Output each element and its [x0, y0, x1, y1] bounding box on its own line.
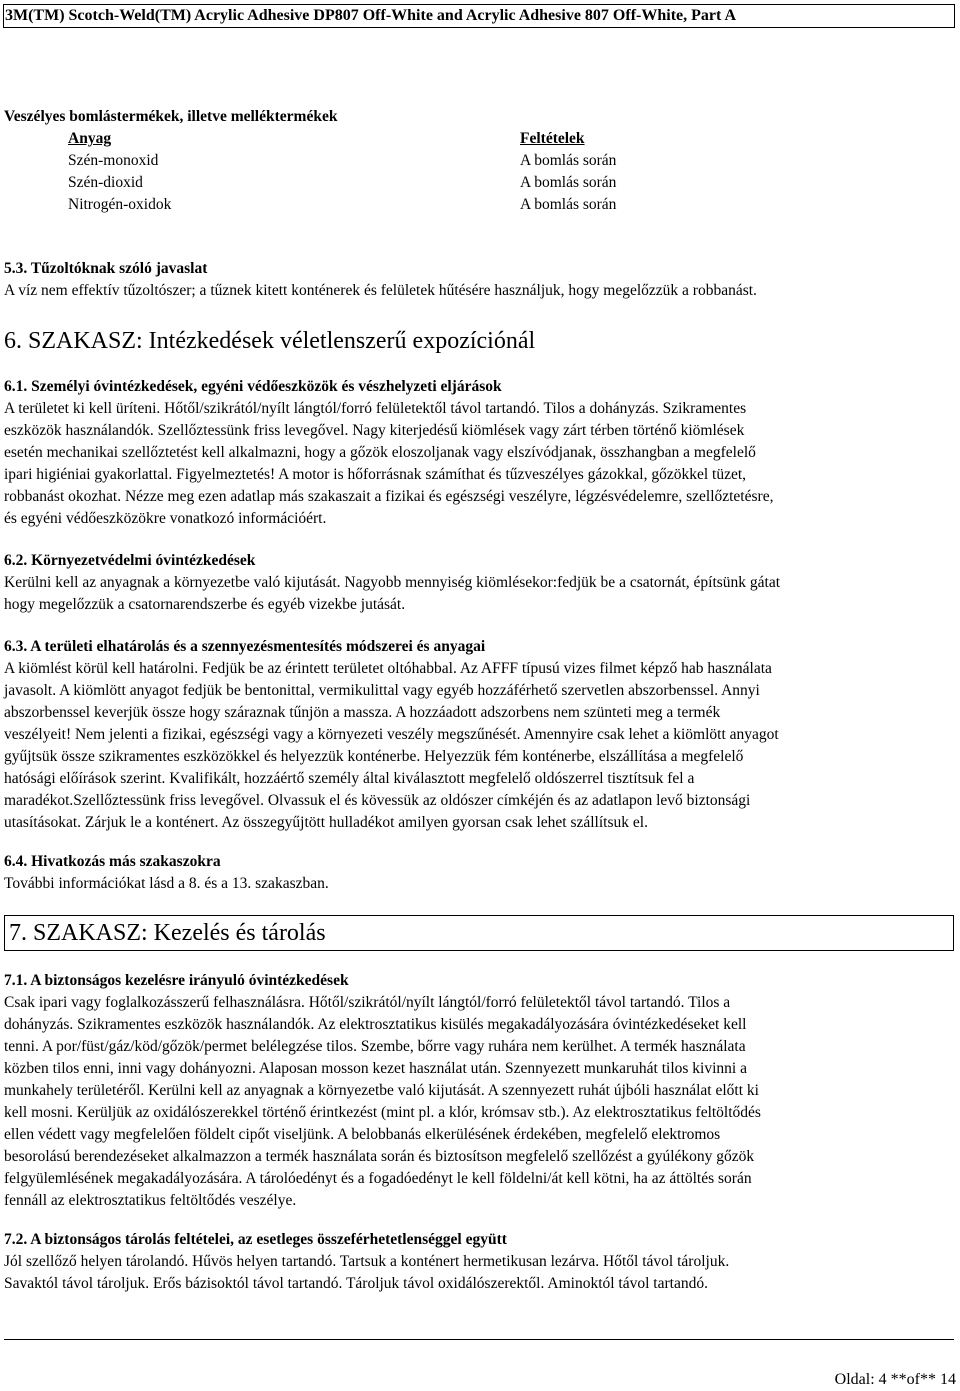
subsection-6-1-body: [4, 398, 952, 530]
subsection-6-4-text: További információkat lásd a 8. és a 13. szakaszban.: [4, 875, 329, 892]
subsection-6-3-title: 6.3. A területi elhatárolás és a szennyezésmentesítés módszerei és anyagai: [4, 638, 486, 655]
table-cell-condition: A bomlás során: [520, 196, 617, 213]
text-line: Jól szellőző helyen tárolandó. Hűvös helyen tartandó. Tartsuk a konténert hermetikusan lezárva. Hőtől távol tároljuk.: [4, 1253, 730, 1270]
subsection-5-3-title: 5.3. Tűzoltóknak szóló javaslat: [4, 260, 208, 277]
text-line: A kiömlést körül kell határolni. Fedjük be az érintett területet oltóhabbal. Az AFFF típusú vizes filmet képző hab használata: [4, 660, 772, 677]
text-line: felgyülemlésének megakadályozására. A tárolóedényt és a fogadóedényt le kell földelni/át kell kötni, ha az áttöltés során: [4, 1170, 752, 1187]
subsection-7-2-title: 7.2. A biztonságos tárolás feltételei, az esetleges összeférhetetlenséggel együtt: [4, 1231, 507, 1248]
text-line: maradékot.Szellőztessünk friss levegővel. Olvassuk el és kövessük az oldószer címkéjén és az adatlapon levő biztonsági: [4, 792, 751, 809]
table-cell-condition: A bomlás során: [520, 152, 617, 169]
text-line: Savaktól távol tároljuk. Erős bázisoktól távol tartandó. Tároljuk távol oxidálószerektől. Aminoktól távol tartandó.: [4, 1275, 708, 1292]
text-line: Kerülni kell az anyagnak a környezetbe való kijutását. Nagyobb mennyiség kiömlésekor:fedjük be a csatornát, építsünk gátat: [4, 574, 781, 591]
subsection-6-3-body: [4, 658, 952, 834]
table-cell-substance: Szén-dioxid: [68, 174, 143, 191]
text-line: közben tilos enni, inni vagy dohányozni. Alaposan mosson kezet használat után. Szennyezett munkaruhát tilos kivinni a: [4, 1060, 747, 1077]
text-line: hogy megelőzzük a csatornarendszerbe és egyéb vizekbe jutását.: [4, 596, 406, 613]
text-line: robbanást okozhat. Nézze meg ezen adatlap más szakaszait a fizikai és egészségi veszélyre, légzésvédelemre, szellőztetésre,: [4, 488, 774, 505]
table-cell-substance: Nitrogén-oxidok: [68, 196, 172, 213]
subsection-6-2-body: [4, 572, 952, 616]
subsection-6-2-title: 6.2. Környezetvédelmi óvintézkedések: [4, 552, 256, 569]
text-line: ipari higiéniai gyakorlattal. Figyelmeztetés! A motor is hőforrásnak számíthat és tűzveszélyes gázokkal, gőzökkel tüzet,: [4, 466, 747, 483]
text-line: javasolt. A kiömlött anyagot fedjük be bentonittal, vermikulittal vagy egyéb hozzáférhető szervetlen abszorbenssel. Annyi: [4, 682, 760, 699]
substance-column: [68, 128, 468, 216]
text-line: abszorbenssel keverjük össze hogy száraznak tűnjön a massza. A hozzáadott adszorbens nem szünteti meg a termék: [4, 704, 721, 721]
subsection-7-1-title: 7.1. A biztonságos kezelésre irányuló óvintézkedések: [4, 972, 349, 989]
subsection-7-1-body: [4, 992, 952, 1212]
section-6-title: 6. SZAKASZ: Intézkedések véletlenszerű expozíciónál: [4, 328, 536, 354]
page-number: Oldal: 4 **of** 14: [834, 1371, 956, 1388]
section-7-title: 7. SZAKASZ: Kezelés és tárolás: [4, 915, 954, 951]
subsection-6-1-title: 6.1. Személyi óvintézkedések, egyéni védőeszközök és vészhelyzeti eljárások: [4, 378, 502, 395]
text-line: besorolású berendezéseket alkalmazzon a termék használata során és biztosítson megfelelő szellőzést a gyúlékony gőzök: [4, 1148, 755, 1165]
condition-header: Feltételek: [520, 130, 585, 147]
subsection-7-2-body: [4, 1251, 952, 1295]
text-line: és egyéni védőeszközökre vonatkozó információért.: [4, 510, 327, 527]
text-line: utasításokat. Zárjuk le a konténert. Az összegyűjtött hulladékot amilyen gyorsan csak lehet szállítsuk el.: [4, 814, 648, 831]
text-line: munkahely területéről. Kerülni kell az anyagnak a környezetbe való kijutását. A szennyezett ruhát újbóli használat előtt ki: [4, 1082, 759, 1099]
text-line: gyűjtsük össze szikramentes eszközökkel és helyezzük konténerbe. Helyezzük fém konténerbe, elszállítása a megfelelő: [4, 748, 744, 765]
decomposition-heading: Veszélyes bomlástermékek, illetve melléktermékek: [4, 108, 338, 125]
substance-header: Anyag: [68, 130, 112, 147]
condition-column: [520, 128, 820, 216]
text-line: hatósági előírások szerint. Kvalifikált, hozzáértő személy által kiválasztott megfelelő oldószerrel tisztítsuk fel a: [4, 770, 695, 787]
text-line: veszélyeit! Nem jelenti a fizikai, egészségi vagy a környezeti veszély megszűnését. Amennyire csak lehet a kiömlött anyagot: [4, 726, 779, 743]
document-header: 3M(TM) Scotch-Weld(TM) Acrylic Adhesive DP807 Off-White and Acrylic Adhesive 807 Off-White, Part A: [3, 4, 955, 28]
table-cell-condition: A bomlás során: [520, 174, 617, 191]
text-line: fennáll az elektrosztatikus feltöltődés veszélye.: [4, 1192, 297, 1209]
text-line: ellen védett vagy megfelelően földelt cipőt viseljünk. A belobbanás elkerülésének érdekében, megfelelő elektromos: [4, 1126, 721, 1143]
text-line: tenni. A por/füst/gáz/köd/gőzök/permet belélegzése tilos. Szembe, bőrre vagy ruhára nem kerülhet. A termék használata: [4, 1038, 746, 1055]
text-line: kell mosni. Kerüljük az oxidálószerekkel történő érintkezést (mint pl. a klór, krómsav stb.). Az elektrosztatikus feltöltődés: [4, 1104, 761, 1121]
text-line: Csak ipari vagy foglalkozásszerű felhasználásra. Hőtől/szikrától/nyílt lángtól/forró felületektől távol tartandó. Tilos a: [4, 994, 731, 1011]
text-line: dohányzás. Szikramentes eszközök használandók. Az elektrosztatikus kisülés megakadályozására óvintézkedéseket kell: [4, 1016, 747, 1033]
footer-divider: [4, 1339, 954, 1340]
subsection-5-3-text: A víz nem effektív tűzoltószer; a tűznek kitett konténerek és felületek hűtésére használjuk, hogy megelőzzük a robbanást.: [4, 282, 757, 299]
text-line: esetén mechanikai szellőztetést kell alkalmazni, hogy a gőzök eloszoljanak vagy elszívódjanak, összhangban a megfelelő: [4, 444, 756, 461]
text-line: A területet ki kell üríteni. Hőtől/szikrától/nyílt lángtól/forró felületektől távol tartandó. Tilos a dohányzás. Szikramentes: [4, 400, 747, 417]
table-cell-substance: Szén-monoxid: [68, 152, 159, 169]
subsection-6-4-title: 6.4. Hivatkozás más szakaszokra: [4, 853, 221, 870]
text-line: eszközök használandók. Szellőztessünk friss levegővel. Nagy kiterjedésű kiömlések vagy zárt térben történő kiömlések: [4, 422, 745, 439]
